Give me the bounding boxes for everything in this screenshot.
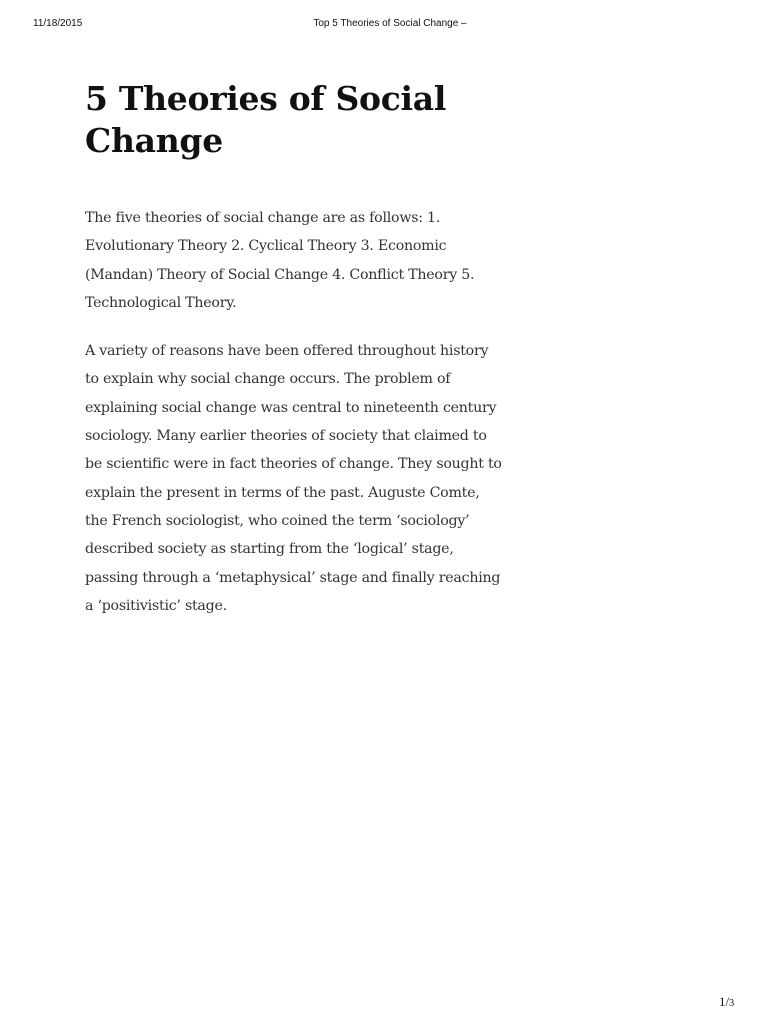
print-header: [0, 0, 768, 40]
print-date: 11/18/2015: [33, 18, 83, 29]
page-number: [719, 994, 734, 1010]
page-number-current: 1/: [719, 994, 730, 1009]
article-title: 5 Theories of Social Change: [85, 79, 447, 160]
page-number-total: 3: [729, 998, 735, 1009]
article-paragraph: A variety of reasons have been offered throughout history to explain why social change occurs. The problem of explaining social change was central to nineteenth century sociology. Many earlier theories of society that claimed to be scientific were in fact theories of change. They sought to explain the present in terms of the past. Auguste Comte, the French sociologist, who coined the term ‘sociology’ described society as starting from the ‘logical’ stage, passing through a ‘metaphysical’ stage and finally reaching a ‘positivistic’ stage.: [85, 343, 502, 614]
article-intro: The five theories of social change are as follows: 1. Evolutionary Theory 2. Cyclical Theory 3. Economic (Mandan) Theory of Social Change 4. Conflict Theory 5. Technological Theory.: [85, 210, 475, 311]
print-page-title: Top 5 Theories of Social Change –: [313, 18, 467, 29]
article: [85, 78, 505, 620]
